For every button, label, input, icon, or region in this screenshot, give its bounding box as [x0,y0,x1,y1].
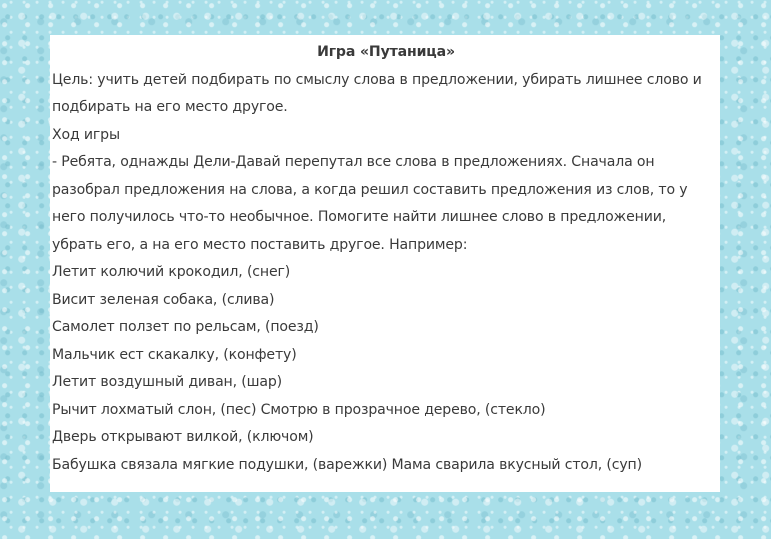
example-line-6: Рычит лохматый слон, (пес) Смотрю в прозрачное дерево, (стекло) [52,401,546,418]
example-line-8: Бабушка связала мягкие подушки, (варежки) Мама сварила вкусный стол, (суп) [52,456,642,473]
game-title: Игра «Путаница» [317,44,455,60]
example-line-4: Мальчик ест скакалку, (конфету) [52,346,297,363]
example-line-5: Летит воздушный диван, (шар) [52,374,283,390]
example-line-2: Висит зеленая собака, (слива) [52,291,275,308]
example-line-7: Дверь открывают вилкой, (ключом) [52,429,314,445]
example-line-1: Летит колючий крокодил, (снег) [52,264,291,280]
example-line-3: Самолет ползет по рельсам, (поезд) [52,319,319,335]
intro-paragraph: - Ребята, однажды Дели-Давай перепутал все слова в предложениях. Сначала он разобрал предложения на слова, а когда решил составить предложения из слов, то у него получилось что-то необычное. Помогите найти лишнее слово в предложении, убрать его, а на его место поставить другое. Например: [52,154,688,253]
document-page [50,35,720,492]
goal-paragraph: Цель: учить детей подбирать по смыслу слова в предложении, убирать лишнее слово и подбирать на его место другое. [52,71,702,115]
course-heading: Ход игры [52,126,120,143]
